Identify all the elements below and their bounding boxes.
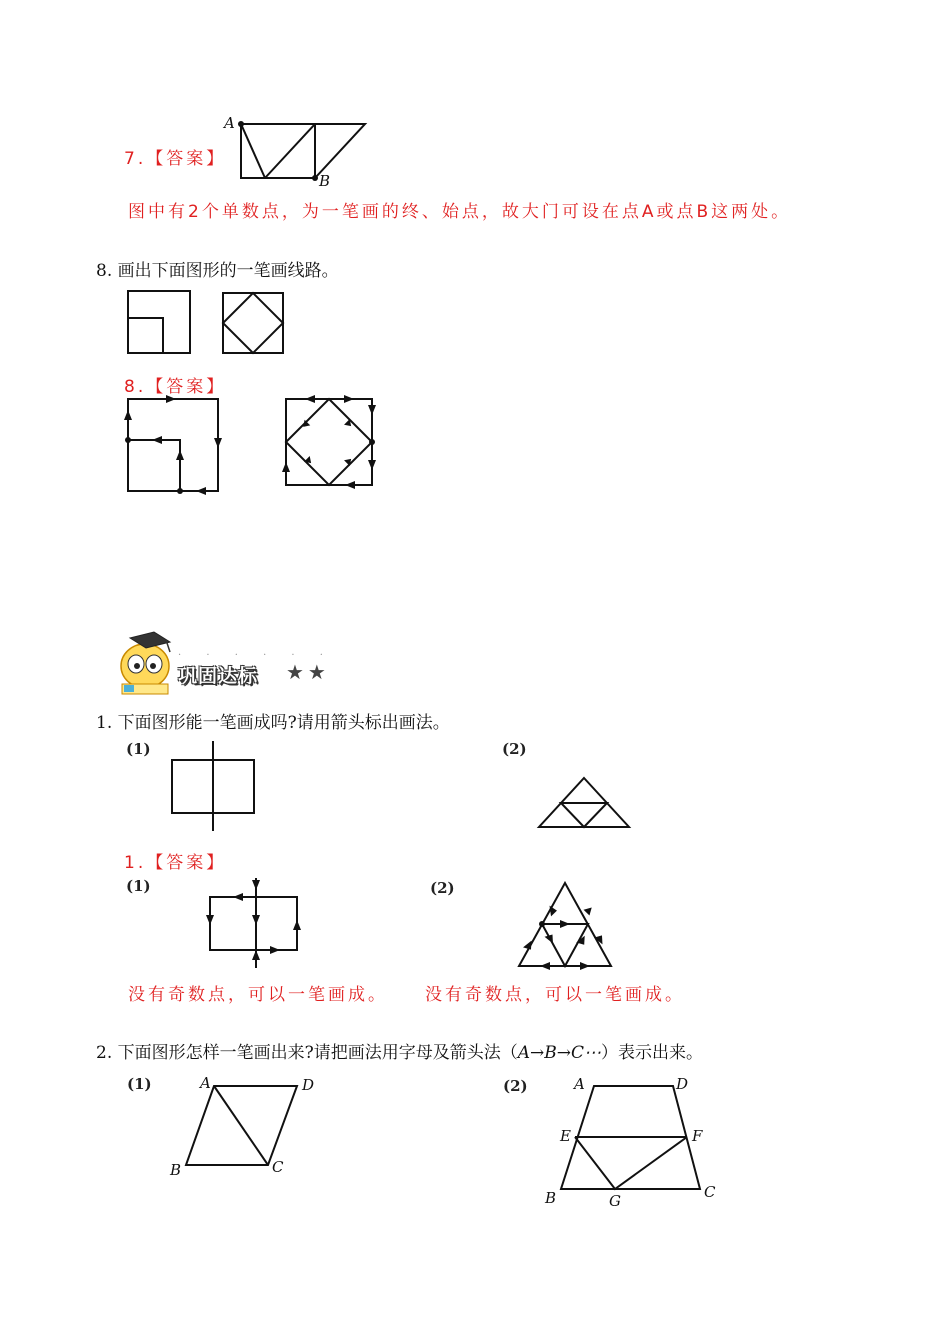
p2-fig2-point-e: E — [560, 1127, 571, 1145]
p1-fig1-label: (1) — [126, 740, 151, 758]
p2-fig2-point-d: D — [676, 1075, 689, 1093]
p2-question-suffix: ）表示出来。 — [601, 1043, 704, 1063]
p1-question: 1. 下面图形能一笔画成吗?请用箭头标出画法。 — [96, 713, 450, 733]
q7-point-a: A — [224, 114, 235, 132]
q7-point-b: B — [319, 172, 331, 190]
section-title: 巩固达标 — [178, 665, 259, 687]
section-stars: ★★ — [286, 660, 330, 684]
p1-ans-fig1-label: (1) — [126, 877, 151, 895]
q8-answer-label: 8.【答案】 — [124, 377, 227, 397]
p2-fig1-point-a: A — [200, 1074, 211, 1092]
q7-explanation: 图中有2个单数点，为一笔画的终、始点，故大门可设在点A或点B这两处。 — [128, 202, 792, 222]
p2-fig2-point-f: F — [692, 1127, 703, 1145]
p1-note1: 没有奇数点，可以一笔画成。 — [128, 985, 388, 1005]
p2-fig1-point-b: B — [170, 1161, 182, 1179]
p1-answer-label: 1.【答案】 — [124, 853, 227, 873]
p1-note2: 没有奇数点，可以一笔画成。 — [425, 985, 685, 1005]
p2-question-prefix: 2. 下面图形怎样一笔画出来?请把画法用字母及箭头法（ — [96, 1043, 518, 1063]
p2-fig2-point-c: C — [704, 1183, 716, 1201]
banner-dots: · · · · · · — [178, 650, 334, 661]
p2-question-formula: A→B→C⋯ — [517, 1043, 602, 1063]
p2-fig1-point-d: D — [302, 1076, 315, 1094]
p1-ans-fig2-label: (2) — [430, 879, 455, 897]
p2-fig2-point-b: B — [545, 1189, 557, 1207]
p2-fig2-point-a: A — [574, 1075, 585, 1093]
p2-fig1-point-c: C — [272, 1158, 284, 1176]
p1-fig2-label: (2) — [502, 740, 527, 758]
q7-answer-label: 7.【答案】 — [124, 149, 227, 169]
p2-fig1-label: (1) — [127, 1075, 152, 1093]
q8-question: 8. 画出下面图形的一笔画线路。 — [96, 261, 339, 281]
p2-fig2-label: (2) — [503, 1077, 528, 1095]
p2-fig2-point-g: G — [609, 1192, 621, 1210]
